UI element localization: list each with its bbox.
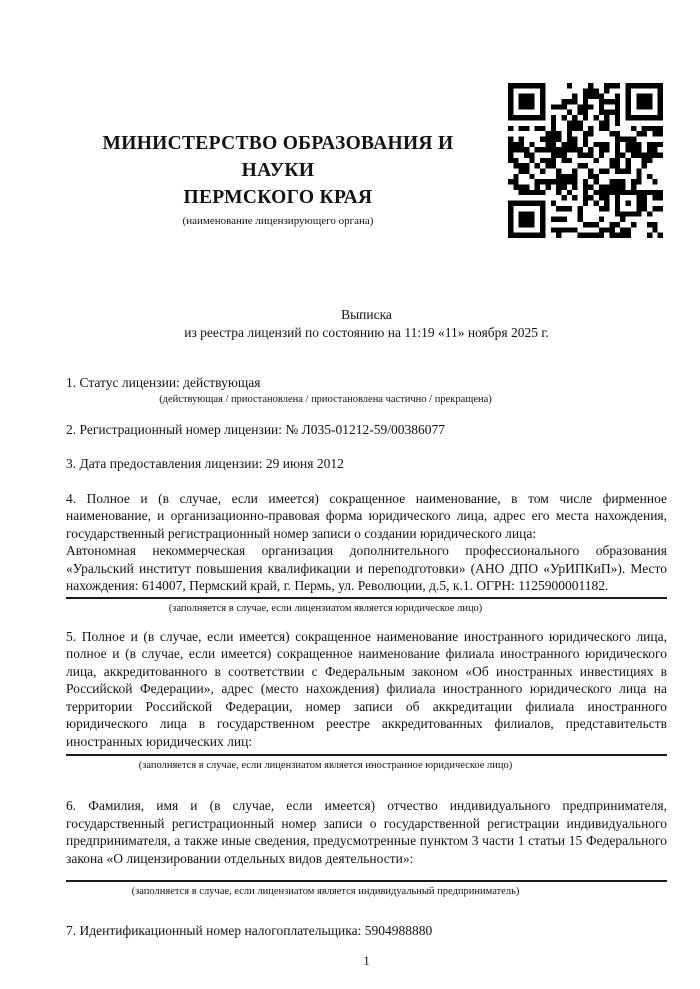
item-foreign-legal-entity — [66, 628, 667, 773]
item-legal-entity-name — [66, 490, 667, 615]
fill-in-line — [66, 880, 667, 882]
item-text: 7. Идентификационный номер налогоплательщика: 5904988880 — [66, 923, 433, 938]
document-body — [66, 0, 667, 969]
document-subtitle: из реестра лицензий по состоянию на 11:19 «11» ноября 2025 г. — [184, 324, 549, 340]
item-text: 3. Дата предоставления лицензии: 29 июня 2012 — [66, 456, 344, 471]
item-caption: (заполняется в случае, если лицензиатом является индивидуальный предприниматель) — [131, 886, 520, 897]
document-title-block — [66, 306, 667, 341]
item-value: Автономная некоммерческая организация дополнительного профессионального образования «Уральский институт повышения квалификации и переподготовки» (АНО ДПО «УрИПКиП»). Место нахождения: 614007, Пермский край, г. Пермь, ул. Революции, д.5, к.1. ОГРН: 1125900001182. — [66, 543, 667, 593]
fill-in-line — [66, 597, 667, 599]
page-number: 1 — [363, 952, 370, 968]
ministry-name-line1: МИНИСТЕРСТВО ОБРАЗОВАНИЯ И НАУКИ — [102, 133, 454, 181]
document-title: Выписка — [341, 307, 392, 322]
item-text: 4. Полное и (в случае, если имеется) сокращенное наименование, в том числе фирменное наименование, и организационно-правовая форма юридического лица, адрес его места нахождения, государственный регистрационный номер записи о создании юридического лица: — [66, 490, 667, 541]
item-text: 2. Регистрационный номер лицензии: № Л035-01212-59/00386077 — [66, 421, 446, 437]
item-taxpayer-id — [66, 922, 667, 940]
authority-caption: (наименование лицензирующего органа) — [182, 215, 374, 227]
item-text: 1. Статус лицензии: действующая — [66, 375, 261, 390]
fill-in-line — [66, 754, 667, 756]
item-caption: (заполняется в случае, если лицензиатом является иностранное юридическое лицо) — [138, 760, 513, 771]
item-license-grant-date — [66, 455, 667, 473]
ministry-name-line2: ПЕРМСКОГО КРАЯ — [183, 187, 373, 208]
item-text: 5. Полное и (в случае, если имеется) сокращенное наименование иностранного юридического лица, полное и (в случае, если имеется) сокращенное наименование филиала иностранного юридического лица, аккредитованного в соответствии с Федеральным законом «Об иностранных инвестициях в Российской Федерации», адрес (место нахождения) филиала иностранного юридического лица на территории Российской Федерации, номер записи об аккредитации филиала иностранного юридического лица в государственном реестре аккредитованных филиалов, представительств иностранных юридических лиц: — [66, 628, 667, 749]
item-registration-number — [66, 421, 667, 439]
item-caption: (действующая / приостановлена / приостановлена частично / прекращена) — [159, 393, 492, 405]
item-text: 6. Фамилия, имя и (в случае, если имеется) отчество индивидуального предпринимателя, государственный регистрационный номер записи о государственной регистрации индивидуального предпринимателя, а также иные сведения, предусмотренные пунктом 3 части 1 статьи 15 Федерального закона «О лицензировании отдельных видов деятельности»: — [66, 798, 667, 866]
item-license-status — [66, 374, 667, 406]
item-caption: (заполняется в случае, если лицензиатом является юридическое лицо) — [168, 602, 483, 614]
item-individual-entrepreneur — [66, 797, 667, 898]
